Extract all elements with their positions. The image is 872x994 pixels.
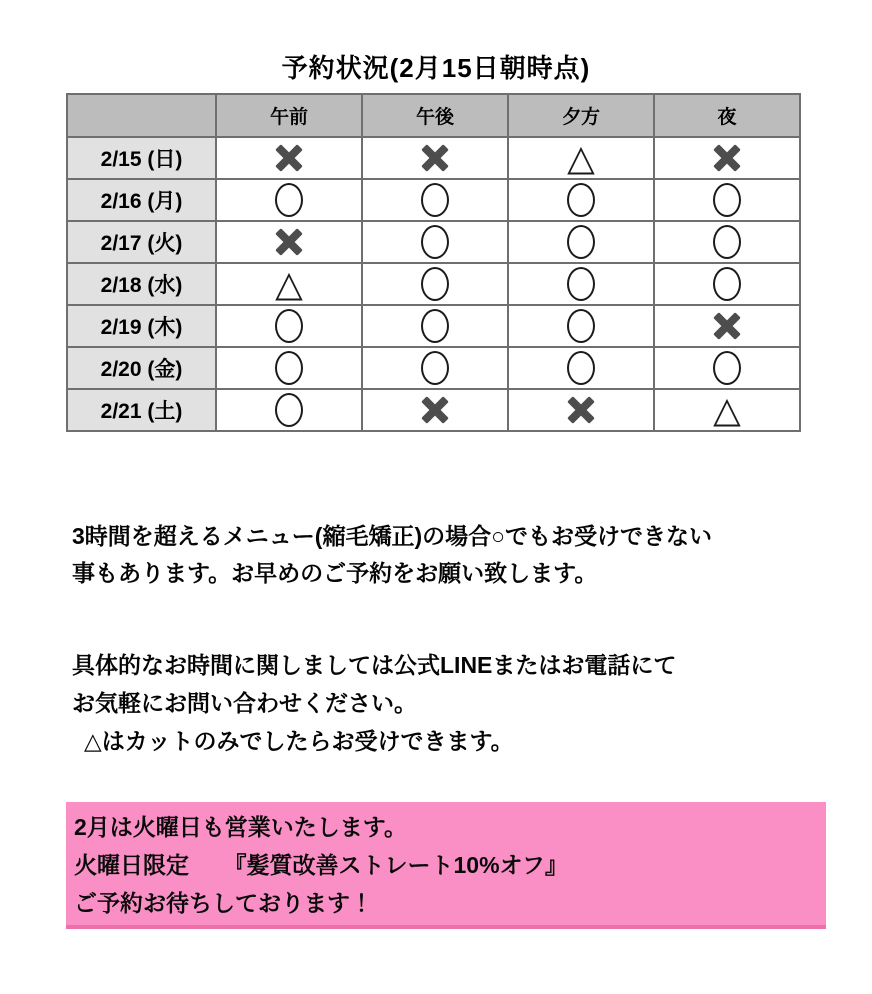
status-circle-icon <box>713 267 741 301</box>
table-row <box>67 347 800 389</box>
status-triangle-icon: △ <box>713 389 741 430</box>
table-row <box>67 305 800 347</box>
status-cell <box>508 221 654 263</box>
status-cell <box>508 179 654 221</box>
status-circle-icon <box>567 351 595 385</box>
status-cell <box>216 263 362 305</box>
time-header-cell: 夜 <box>654 94 800 137</box>
table-row <box>67 221 800 263</box>
status-x-icon <box>567 396 595 424</box>
time-header-cell: 夕方 <box>508 94 654 137</box>
status-cell <box>508 305 654 347</box>
status-cell <box>216 221 362 263</box>
date-cell: 2/18 (水) <box>67 263 216 305</box>
status-x-icon <box>421 396 449 424</box>
status-triangle-icon: △ <box>275 263 303 304</box>
note-line-triangle-legend: △はカットのみでしたらお受けできます。 <box>84 728 514 754</box>
status-cell <box>362 137 508 179</box>
time-header-cell: 午後 <box>362 94 508 137</box>
status-circle-icon <box>713 351 741 385</box>
status-cell <box>508 389 654 431</box>
promo-line-tuesday-open: 2月は火曜日も営業いたします。 <box>74 814 407 840</box>
header-row <box>67 94 800 137</box>
status-cell <box>216 389 362 431</box>
status-cell <box>216 305 362 347</box>
date-cell: 2/21 (土) <box>67 389 216 431</box>
status-cell <box>508 347 654 389</box>
status-cell <box>654 179 800 221</box>
status-circle-icon <box>275 183 303 217</box>
time-header-cell: 午前 <box>216 94 362 137</box>
status-circle-icon <box>421 267 449 301</box>
status-circle-icon <box>567 225 595 259</box>
status-circle-icon <box>275 351 303 385</box>
status-circle-icon <box>713 183 741 217</box>
status-cell <box>654 347 800 389</box>
table-row <box>67 389 800 431</box>
status-circle-icon <box>421 183 449 217</box>
reservation-table-header <box>67 94 800 137</box>
status-x-icon <box>275 144 303 172</box>
reservation-table-body <box>67 137 800 431</box>
date-cell: 2/20 (金) <box>67 347 216 389</box>
note-line: 事もあります。お早めのご予約をお願い致します。 <box>72 560 598 586</box>
status-circle-icon <box>275 393 303 427</box>
corner-cell <box>67 94 216 137</box>
date-cell: 2/16 (月) <box>67 179 216 221</box>
note-paragraph-menu-warning <box>72 518 872 592</box>
date-cell: 2/17 (火) <box>67 221 216 263</box>
notes-section <box>72 518 872 760</box>
status-cell <box>362 389 508 431</box>
status-triangle-icon: △ <box>567 137 595 178</box>
note-line: 3時間を超えるメニュー(縮毛矯正)の場合○でもお受けできない <box>72 523 713 549</box>
status-cell <box>654 137 800 179</box>
status-cell <box>654 305 800 347</box>
page-title: 予約状況(2月15日朝時点) <box>281 53 591 83</box>
table-row <box>67 137 800 179</box>
reservation-table <box>66 93 801 432</box>
status-cell <box>216 347 362 389</box>
status-cell <box>654 389 800 431</box>
status-cell <box>362 179 508 221</box>
status-cell <box>362 347 508 389</box>
status-circle-icon <box>567 309 595 343</box>
status-cell <box>362 221 508 263</box>
status-cell <box>654 263 800 305</box>
status-circle-icon <box>421 351 449 385</box>
status-x-icon <box>713 312 741 340</box>
note-paragraph-contact-info <box>72 646 872 760</box>
note-line: お気軽にお問い合わせください。 <box>72 690 417 716</box>
date-cell: 2/15 (日) <box>67 137 216 179</box>
status-x-icon <box>713 144 741 172</box>
status-cell <box>216 137 362 179</box>
promo-line-discount: 火曜日限定 『髪質改善ストレート10%オフ』 <box>74 852 568 878</box>
status-circle-icon <box>713 225 741 259</box>
status-cell <box>654 221 800 263</box>
status-circle-icon <box>567 183 595 217</box>
promo-banner <box>66 802 826 929</box>
status-x-icon <box>421 144 449 172</box>
note-line: 具体的なお時間に関しましては公式LINEまたはお電話にて <box>72 652 677 678</box>
status-circle-icon <box>421 225 449 259</box>
status-cell <box>508 137 654 179</box>
status-circle-icon <box>275 309 303 343</box>
status-cell <box>216 179 362 221</box>
table-row <box>67 263 800 305</box>
status-cell <box>508 263 654 305</box>
status-cell <box>362 263 508 305</box>
status-circle-icon <box>421 309 449 343</box>
status-circle-icon <box>567 267 595 301</box>
status-cell <box>362 305 508 347</box>
table-row <box>67 179 800 221</box>
promo-line-awaiting-reservations: ご予約お待ちしております！ <box>74 890 373 916</box>
status-x-icon <box>275 228 303 256</box>
date-cell: 2/19 (木) <box>67 305 216 347</box>
